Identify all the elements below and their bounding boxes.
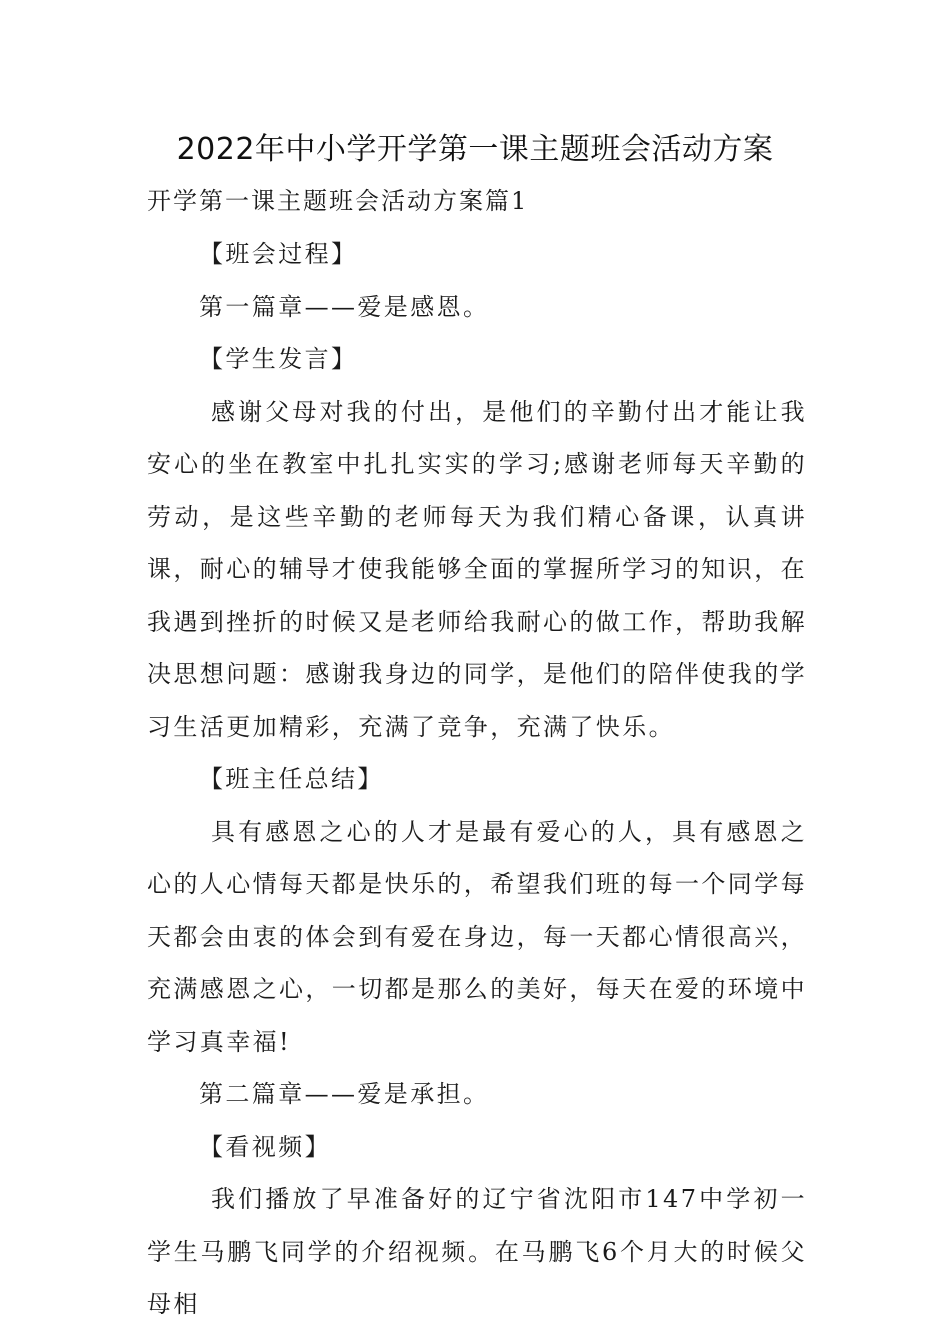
paragraph-video: 我们播放了早准备好的辽宁省沈阳市147中学初一学生马鹏飞同学的介绍视频。在马鹏飞6个月大的时候父母相 [147, 1185, 807, 1318]
chapter-heading-one: 第一篇章——爱是感恩。 [199, 292, 490, 321]
section-heading-student-speech: 【学生发言】 [199, 345, 358, 373]
document-body [147, 228, 807, 1331]
chapter-heading-two: 第二篇章——爱是承担。 [199, 1080, 490, 1108]
section-heading-video: 【看视频】 [199, 1132, 331, 1161]
paragraph-student-speech: 感谢父母对我的付出，是他们的辛勤付出才能让我安心的坐在教室中扎扎实实的学习;感谢老师每天辛勤的劳动，是这些辛勤的老师每天为我们精心备课，认真讲课，耐心的辅导才使我能够全面的掌握所学习的知识，在我遇到挫折的时候又是老师给我耐心的做工作，帮助我解决思想问题：感谢我身边的同学，是他们的陪伴使我的学习生活更加精彩，充满了竞争，充满了快乐。 [147, 397, 807, 741]
section-heading-class-process: 【班会过程】 [199, 240, 358, 268]
document-subtitle: 开学第一课主题班会活动方案篇1 [147, 187, 529, 215]
document-title: 2022年中小学开学第一课主题班会活动方案 [176, 132, 774, 167]
section-heading-teacher-summary: 【班主任总结】 [199, 765, 384, 793]
paragraph-teacher-summary: 具有感恩之心的人才是最有爱心的人，具有感恩之心的人心情每天都是快乐的，希望我们班的每一个同学每天都会由衷的体会到有爱在身边，每一天都心情很高兴，充满感恩之心，一切都是那么的美好，每天在爱的环境中学习真幸福! [147, 817, 807, 1056]
